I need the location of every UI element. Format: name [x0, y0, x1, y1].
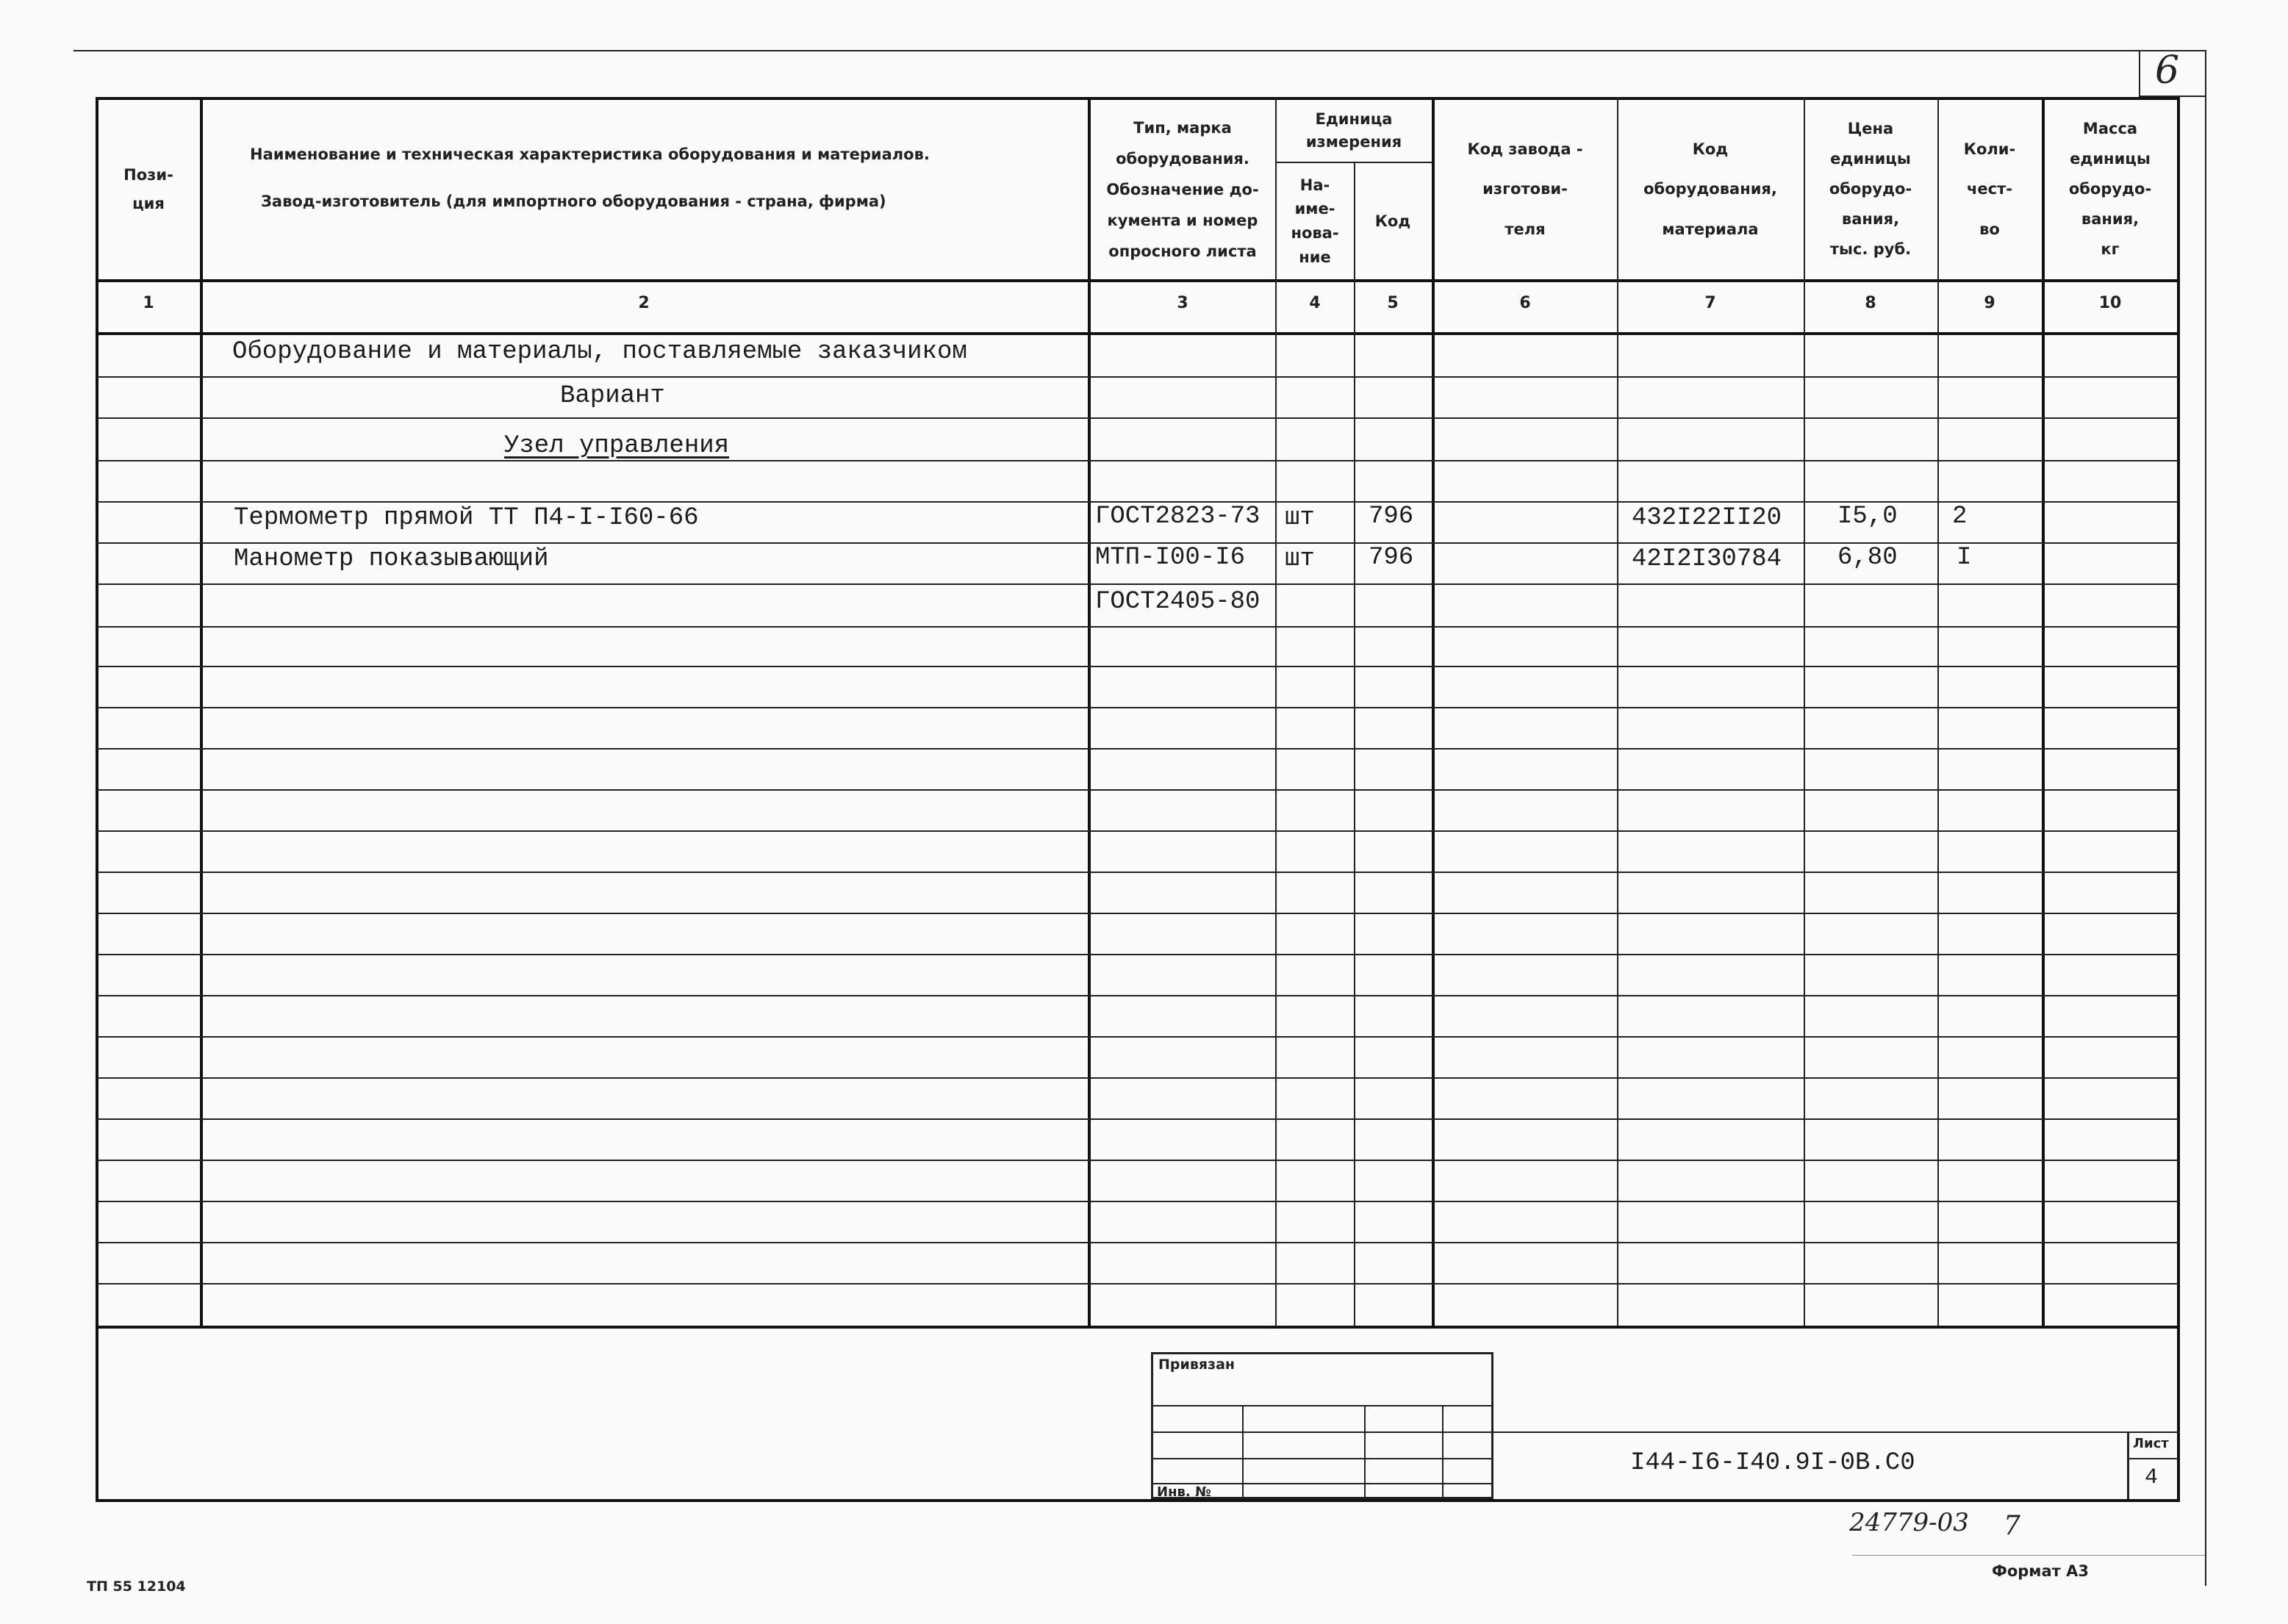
- header-equipment-code: [1618, 103, 1802, 276]
- header-unit-group-line: Единица: [1315, 109, 1393, 128]
- row-line: [97, 1283, 2178, 1285]
- row2-price: 6,80: [1837, 544, 1898, 572]
- colnum-3: 3: [1177, 294, 1188, 312]
- col-sep-1: [200, 97, 203, 1326]
- row2-type: МТП-I00-I6: [1095, 544, 1246, 572]
- colnum-10: 10: [2098, 294, 2122, 312]
- corner-box-left: [2139, 50, 2140, 97]
- row-line: [97, 1242, 2178, 1243]
- header-position: [98, 103, 198, 276]
- handwritten-number: 24779-03: [1849, 1508, 1969, 1537]
- row-line: [97, 1077, 2178, 1079]
- header-type-line: Тип, марка: [1133, 118, 1232, 137]
- header-unit-group: [1277, 101, 1431, 160]
- row-line: [97, 1118, 2178, 1120]
- corner-page-number: 6: [2155, 48, 2180, 93]
- header-unit-name-line: име-: [1294, 200, 1335, 218]
- colnum-bottom-border: [96, 332, 2180, 335]
- row-line: [97, 913, 2178, 914]
- row2-type2: ГОСТ2405-80: [1095, 588, 1260, 616]
- unit-group-divider: [1275, 162, 1432, 163]
- header-unit-name-line: На-: [1299, 176, 1330, 194]
- header-unit-code: [1355, 166, 1430, 276]
- col-sep-3: [1275, 97, 1277, 1326]
- header-bottom-border: [96, 279, 2180, 282]
- header-price-line: Цена: [1847, 120, 1894, 138]
- table-right-border: [2177, 97, 2180, 1501]
- sheet-top-border: [73, 50, 2205, 51]
- header-name-line1: Наименование и техническая характеристика оборудования и материалов.: [250, 145, 930, 163]
- row-line: [97, 666, 2178, 667]
- row2-unit-code: 796: [1369, 544, 1414, 572]
- row-line: [97, 1201, 2178, 1202]
- col-sep-4: [1354, 162, 1355, 1326]
- header-equipment-code-line: Код: [1692, 140, 1729, 158]
- row-line: [97, 748, 2178, 750]
- colnum-7: 7: [1704, 294, 1716, 312]
- colnum-5: 5: [1387, 294, 1399, 312]
- doc-code-top-line: [1493, 1431, 2180, 1433]
- row-line: [97, 707, 2178, 708]
- stamp-inv-label: Инв. №: [1157, 1484, 1211, 1500]
- header-mass-line: оборудо-: [2068, 180, 2152, 198]
- col-sep-6: [1617, 97, 1618, 1326]
- header-mass: [2045, 103, 2176, 276]
- row-line: [97, 1036, 2178, 1038]
- colnum-2: 2: [638, 294, 650, 312]
- header-quantity-line: Коли-: [1963, 140, 2016, 158]
- row2-name: Манометр показывающий: [234, 545, 549, 573]
- header-factory-code: [1435, 103, 1615, 276]
- row1-price: I5,0: [1837, 503, 1898, 531]
- header-mass-line: Масса: [2082, 120, 2138, 138]
- header-position-line: ция: [132, 194, 165, 212]
- header-unit-name: [1277, 166, 1353, 276]
- header-type-line: кумента и номер: [1107, 211, 1258, 229]
- section-node: Узел управления: [504, 432, 730, 460]
- row1-name: Термометр прямой ТТ П4-I-I60-66: [234, 504, 699, 532]
- header-factory-code-line: изготови-: [1482, 180, 1568, 198]
- colnum-8: 8: [1865, 294, 1876, 312]
- row-line: [97, 789, 2178, 791]
- header-mass-line: вания,: [2081, 209, 2140, 228]
- header-quantity: [1939, 103, 2040, 276]
- row1-qty: 2: [1952, 503, 1968, 531]
- col-sep-5: [1432, 97, 1435, 1326]
- header-mass-line: единицы: [2070, 150, 2151, 168]
- row1-code: 432I22II20: [1632, 504, 1782, 532]
- header-equipment-code-line: оборудования,: [1643, 180, 1777, 198]
- header-position-line: Пози-: [123, 165, 173, 184]
- header-quantity-line: во: [1979, 220, 2000, 238]
- sheet-box-divider: [2127, 1458, 2178, 1459]
- row-line: [97, 460, 2178, 461]
- header-price-line: вания,: [1841, 209, 1900, 228]
- header-unit-name-line: ние: [1299, 248, 1331, 266]
- header-type-line: опросного листа: [1108, 242, 1257, 260]
- header-unit-code-label: Код: [1374, 212, 1411, 230]
- stamp-vline-2: [1364, 1405, 1366, 1499]
- header-equipment-code-line: материала: [1662, 220, 1759, 238]
- stamp-vline-1: [1242, 1405, 1244, 1499]
- row-line: [97, 872, 2178, 873]
- row-line: [97, 995, 2178, 996]
- col-sep-7: [1804, 97, 1805, 1326]
- format-label: Формат А3: [1992, 1562, 2089, 1580]
- footer-format-line: [1852, 1555, 2205, 1556]
- header-mass-line: кг: [2101, 240, 2120, 258]
- header-quantity-line: чест-: [1967, 180, 2012, 198]
- row-line: [97, 830, 2178, 832]
- print-code: ТП 55 12104: [87, 1578, 186, 1595]
- row-line: [97, 954, 2178, 955]
- row2-code: 42I2I30784: [1632, 545, 1782, 573]
- table-top-border: [96, 97, 2180, 100]
- header-unit-name-line: нова-: [1291, 224, 1339, 242]
- handwritten-page: 7: [2004, 1511, 2020, 1541]
- row-line: [97, 583, 2178, 585]
- header-price-line: единицы: [1830, 150, 1911, 168]
- row1-unit: шт: [1285, 504, 1315, 532]
- colnum-1: 1: [143, 294, 154, 312]
- doc-code: I44-I6-I40.9I-0В.С0: [1630, 1449, 1915, 1477]
- row-line: [97, 1160, 2178, 1161]
- header-unit-group-line: измерения: [1305, 133, 1402, 151]
- body-bottom-border: [96, 1326, 2180, 1329]
- stamp-bound-label: Привязан: [1158, 1357, 1236, 1373]
- row-line: [97, 417, 2178, 419]
- col-sep-8: [1937, 97, 1939, 1326]
- sheet-label: Лист: [2133, 1436, 2169, 1451]
- colnum-6: 6: [1519, 294, 1531, 312]
- row1-type: ГОСТ2823-73: [1095, 503, 1260, 531]
- colnum-4: 4: [1309, 294, 1321, 312]
- row-line: [97, 626, 2178, 628]
- col-sep-2: [1088, 97, 1091, 1326]
- col-sep-9: [2042, 97, 2045, 1326]
- section-variant: Вариант: [560, 382, 665, 410]
- row-line: [97, 376, 2178, 378]
- header-factory-code-line: Код завода -: [1467, 140, 1583, 158]
- header-name-line2: Завод-изготовитель (для импортного оборудования - страна, фирма): [261, 193, 886, 210]
- row2-qty: I: [1957, 544, 1972, 572]
- colnum-9: 9: [1984, 294, 1995, 312]
- row2-unit: шт: [1285, 545, 1315, 573]
- sheet-right-border: [2205, 50, 2206, 1586]
- header-type-line: Обозначение до-: [1106, 180, 1259, 198]
- header-price-line: оборудо-: [1829, 180, 1912, 198]
- header-price-line: тыс. руб.: [1829, 240, 1912, 258]
- stamp-vline-3: [1442, 1405, 1444, 1499]
- header-type: [1091, 103, 1274, 276]
- header-price: [1805, 103, 1936, 276]
- row1-unit-code: 796: [1369, 503, 1414, 531]
- header-factory-code-line: теля: [1505, 220, 1546, 238]
- header-type-line: оборудования.: [1116, 149, 1249, 168]
- sheet-number: 4: [2145, 1465, 2159, 1490]
- table-bottom-border: [96, 1499, 2180, 1502]
- section-title: Оборудование и материалы, поставляемые заказчиком: [232, 338, 967, 366]
